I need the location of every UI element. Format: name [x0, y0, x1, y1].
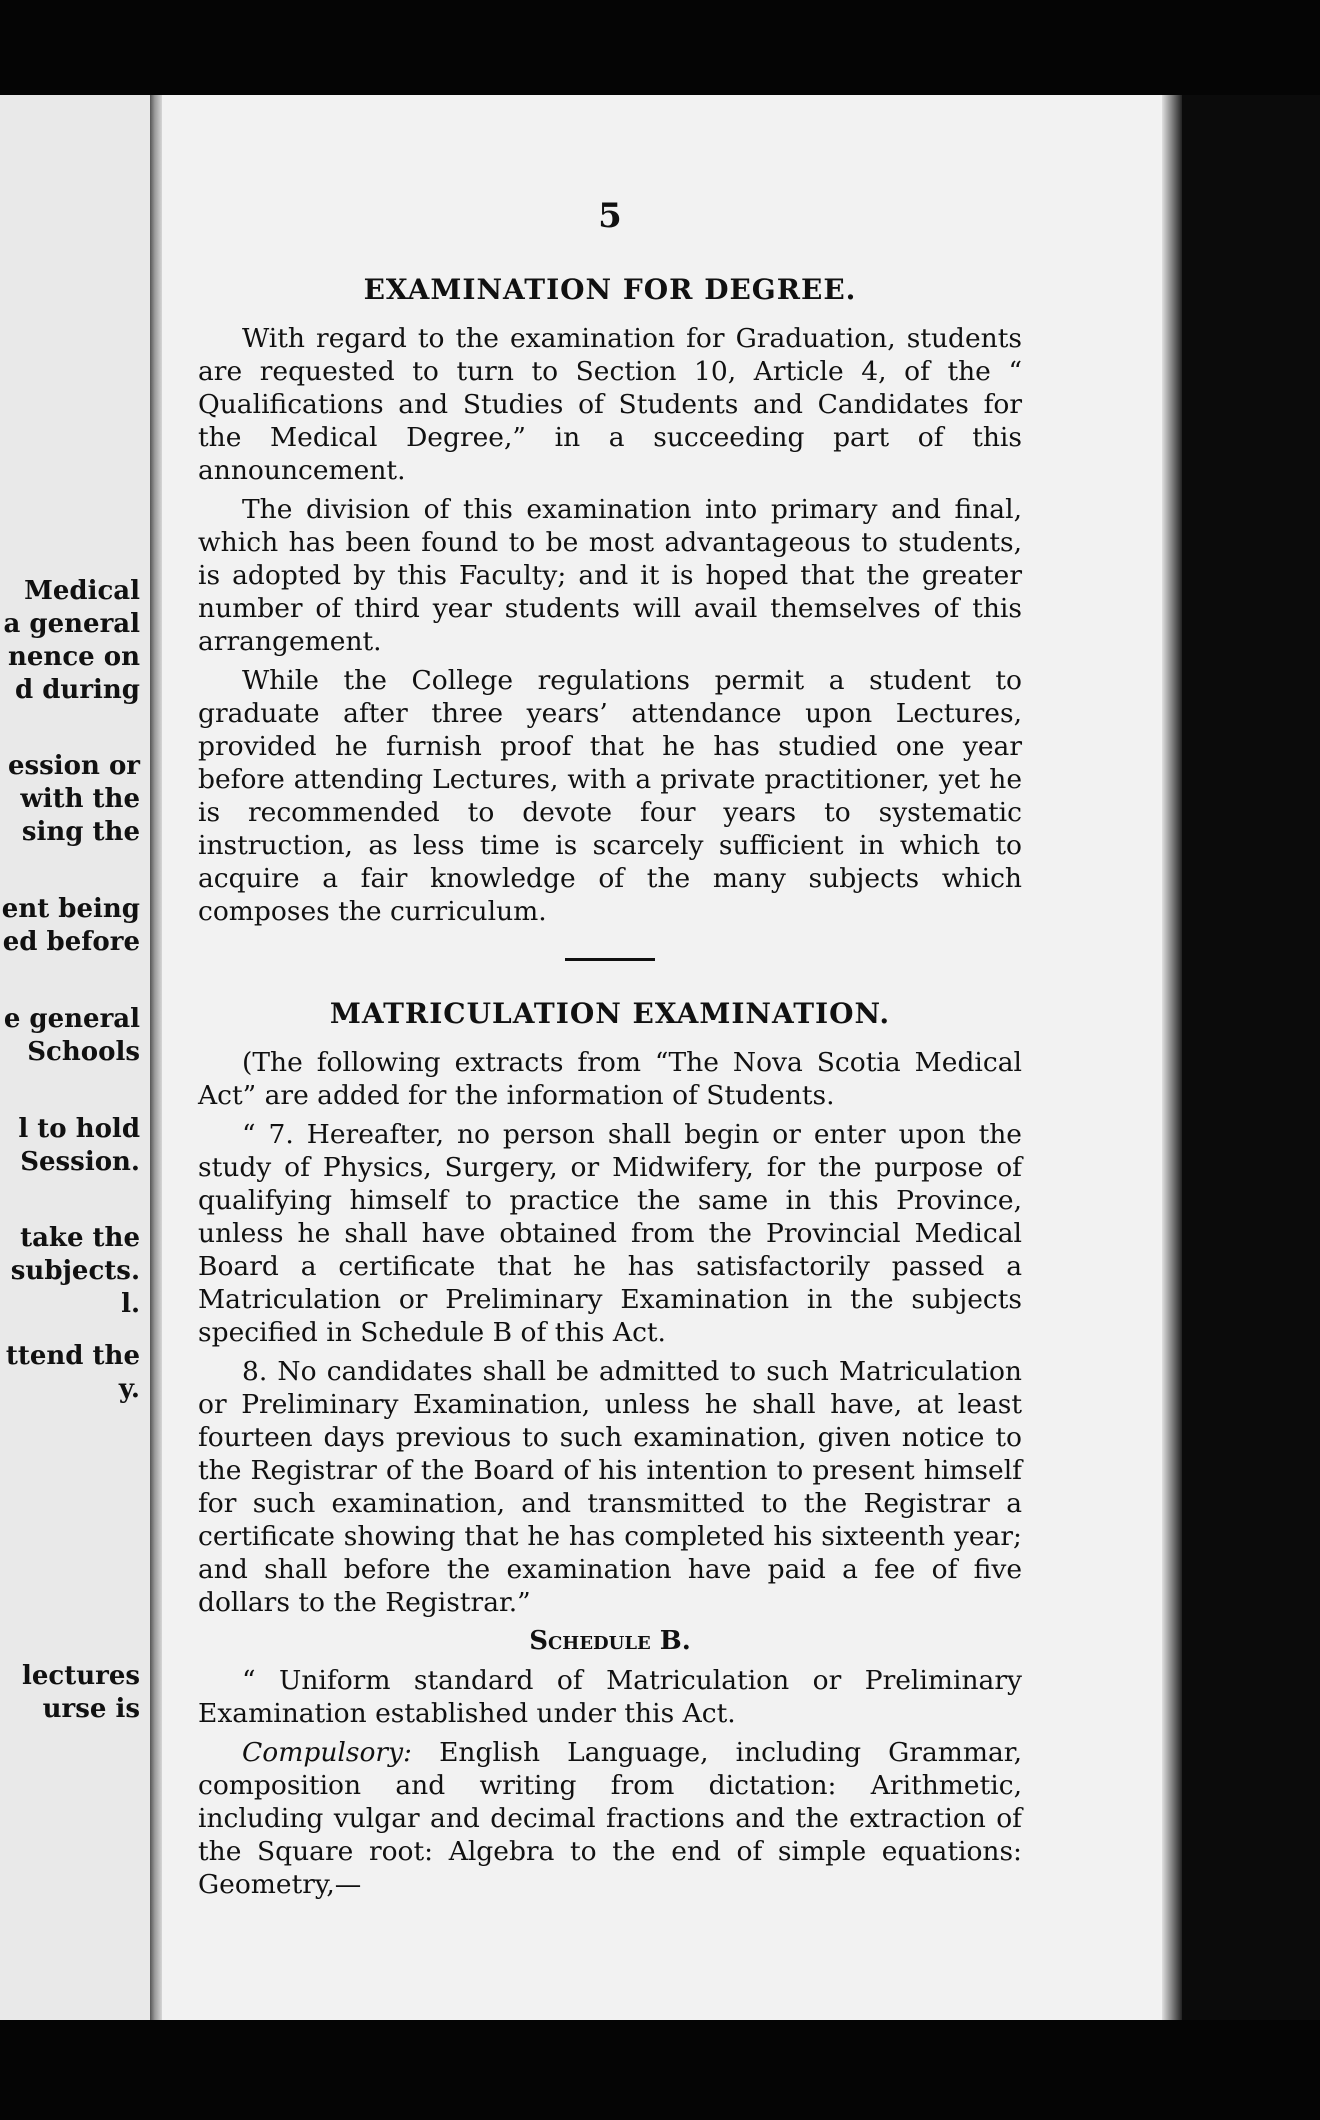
facing-page-edge	[0, 95, 150, 2020]
paragraph: “ Uniform standard of Matriculation or Preliminary Examination established under this Act.	[198, 1665, 1022, 1729]
book-gutter	[150, 95, 162, 2020]
compulsory-text: English Language, including Grammar, composition and writing from dictation: Arithmetic, including vulgar and decimal fractions and the extraction of the Square root: Algebra to the end of simple equations: Geometry,—	[198, 1737, 1022, 1900]
facing-page-text-fragment: lectures	[21, 1661, 140, 1691]
paragraph: With regard to the examination for Graduation, students are requested to turn to Section 10, Article 4, of the “ Qualifications and Studies of Students and Candidates for the Medical Degree,” in a succeeding part of this announcement.	[198, 323, 1022, 486]
facing-page-text-fragment: subjects.	[10, 1256, 140, 1286]
facing-page-text-fragment: ession or	[7, 751, 140, 781]
scan-border-top	[0, 0, 1320, 95]
page-edge-shadow	[1162, 95, 1182, 2020]
facing-page-text-fragment: e general	[3, 1004, 140, 1034]
facing-page-text-fragment: Medical	[24, 576, 140, 606]
schedule-heading: Schedule B.	[529, 1626, 691, 1656]
paragraph: The division of this examination into primary and final, which has been found to be most advantageous to students, is adopted by this Faculty; and it is hoped that the greater number of third year students will avail themselves of this arrangement.	[198, 494, 1022, 657]
facing-page-text-fragment: sing the	[21, 817, 140, 847]
page-content	[198, 196, 1022, 1907]
section-divider	[565, 958, 655, 961]
compulsory-label: Compulsory:	[242, 1737, 412, 1768]
facing-page-text-fragment: ed before	[2, 927, 140, 957]
facing-page-text-fragment: ent being	[1, 894, 140, 924]
facing-page-text-fragment: nence on	[7, 642, 140, 672]
facing-page-text-fragment: take the	[20, 1223, 140, 1253]
facing-page-text-fragment: d during	[15, 675, 140, 705]
compulsory-paragraph	[198, 1736, 1022, 1901]
section-heading-matriculation: MATRICULATION EXAMINATION.	[329, 997, 891, 1030]
section-heading-degree: EXAMINATION FOR DEGREE.	[363, 273, 857, 306]
scan-border-bottom	[0, 2020, 1320, 2120]
paragraph: While the College regulations permit a student to graduate after three years’ attendance upon Lectures, provided he furnish proof that he has studied one year before attending Lectures, with a private practitioner, yet he is recommended to devote four years to systematic instruction, as less time is scarcely sufficient in which to acquire a fair knowledge of the many subjects which composes the curriculum.	[198, 665, 1022, 927]
facing-page-text-fragment: l to hold	[18, 1114, 140, 1144]
facing-page-text-fragment: with the	[20, 784, 140, 814]
paragraph: “ 7. Hereafter, no person shall begin or enter upon the study of Physics, Surgery, or Midwifery, for the purpose of qualifying himself to practice the same in this Province, unless he shall have obtained from the Provincial Medical Board a certificate that he has satisfactorily passed a Matriculation or Preliminary Examination in the subjects specified in Schedule B of this Act.	[198, 1119, 1022, 1348]
facing-page-text-fragment: a general	[3, 609, 140, 639]
facing-page-text-fragment: ttend the	[5, 1341, 140, 1371]
facing-page-text-fragment: l.	[121, 1289, 140, 1319]
paragraph: (The following extracts from “The Nova Scotia Medical Act” are added for the information of Students.	[198, 1047, 1022, 1111]
paragraph: 8. No candidates shall be admitted to such Matriculation or Preliminary Examination, unless he shall have, at least fourteen days previous to such examination, given notice to the Registrar of the Board of his intention to present himself for such examination, and transmitted to the Registrar a certificate showing that he has completed his sixteenth year; and shall before the examination have paid a fee of five dollars to the Registrar.”	[198, 1356, 1022, 1618]
page-number: 5	[598, 196, 622, 236]
facing-page-text-fragment: y.	[118, 1374, 140, 1404]
facing-page-text-fragment: urse is	[42, 1694, 140, 1724]
facing-page-text-fragment: Session.	[20, 1147, 140, 1177]
facing-page-text-fragment: Schools	[27, 1037, 140, 1067]
